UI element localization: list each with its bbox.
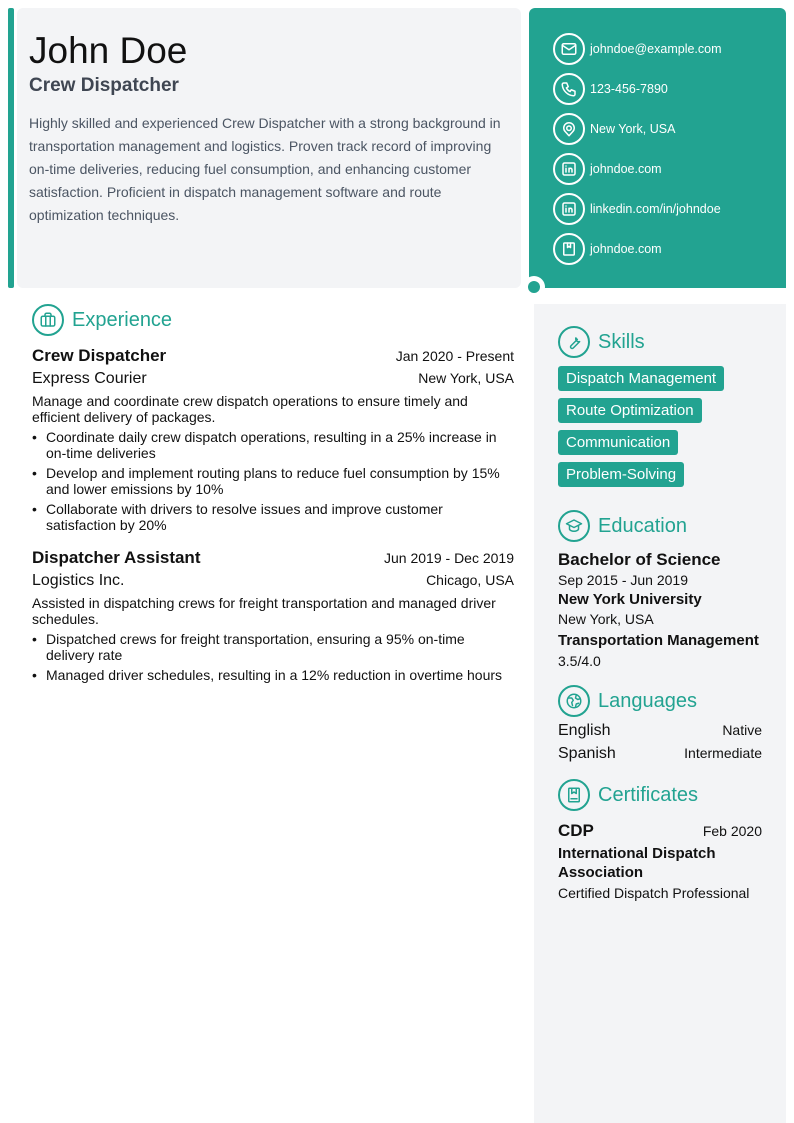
language-level: Native — [722, 722, 762, 738]
achievement-item: • Coordinate daily crew dispatch operations, resulting in a 25% increase in on-time deliveries — [32, 429, 514, 461]
edu-school: New York University — [558, 591, 702, 608]
education-header — [558, 510, 762, 542]
language-level: Intermediate — [684, 745, 762, 761]
cert-issuer: International Dispatch Association — [558, 845, 716, 881]
achievement-item: • Collaborate with drivers to resolve issues and improve customer satisfaction by 20% — [32, 501, 514, 533]
contact-website-text: johndoe.com — [590, 162, 662, 176]
contact-panel — [529, 8, 786, 288]
skills-title: Skills — [598, 330, 645, 353]
header-accent-bar — [8, 8, 14, 288]
header-notch-dot — [528, 281, 540, 293]
sidebar-column — [534, 304, 786, 1123]
candidate-name: John Doe — [29, 30, 188, 71]
job-title: Crew Dispatcher — [32, 346, 167, 365]
job-achievements — [32, 631, 514, 683]
cert-date: Feb 2020 — [702, 823, 762, 839]
certificates-header — [558, 779, 762, 811]
edu-field: Transportation Management — [558, 632, 759, 649]
email-icon — [553, 33, 585, 65]
contact-portfolio[interactable] — [553, 232, 786, 266]
cert-name: CDP — [558, 821, 594, 840]
edu-degree: Bachelor of Science — [558, 550, 721, 569]
experience-header — [32, 304, 514, 336]
contact-location-text: New York, USA — [590, 122, 676, 136]
skills-list — [558, 366, 762, 494]
header-panel — [17, 8, 521, 288]
contact-portfolio-text: johndoe.com — [590, 242, 662, 256]
edu-location: New York, USA — [558, 611, 654, 627]
linkedin-icon — [553, 193, 585, 225]
contact-linkedin[interactable] — [553, 192, 786, 226]
cert-description: Certified Dispatch Professional — [558, 885, 750, 901]
languages-header — [558, 685, 762, 717]
job-dates: Jun 2019 - Dec 2019 — [384, 550, 514, 566]
candidate-role: Crew Dispatcher — [29, 75, 179, 96]
languages-section — [558, 685, 762, 763]
job-company: Logistics Inc. — [32, 572, 125, 589]
globe-icon — [558, 685, 590, 717]
linkedin-icon — [553, 153, 585, 185]
skills-header — [558, 326, 762, 358]
certificates-title: Certificates — [598, 783, 699, 806]
job-company: Express Courier — [32, 370, 147, 387]
certificate-item — [558, 821, 762, 841]
phone-icon — [553, 73, 585, 105]
language-name: English — [558, 722, 611, 739]
certificates-section — [558, 779, 762, 901]
profile-summary: Highly skilled and experienced Crew Dispatcher with a strong background in transportation management and logistics. Proven track record of improving on-time deliveries, reducing fuel consumption, and enhancing customer satisfaction. Proficient in dispatch management software and route optimization techniques. — [29, 115, 501, 223]
job-location: New York, USA — [418, 370, 514, 386]
edu-dates: Sep 2015 - Jun 2019 — [558, 572, 688, 588]
job-description: Manage and coordinate crew dispatch operations to ensure timely and efficient delivery of packages. — [32, 393, 468, 425]
certificate-icon — [558, 779, 590, 811]
contact-website[interactable] — [553, 152, 786, 186]
language-item — [558, 722, 762, 740]
contact-phone[interactable] — [553, 72, 786, 106]
job-description: Assisted in dispatching crews for freight transportation and managed driver schedules. — [32, 595, 496, 627]
achievement-item: • Develop and implement routing plans to reduce fuel consumption by 15% and lower emissions by 10% — [32, 465, 514, 497]
skill-tag: Communication — [558, 430, 678, 455]
skill-tag: Dispatch Management — [558, 366, 724, 391]
experience-entry — [32, 346, 514, 533]
experience-entry — [32, 548, 514, 683]
contact-linkedin-text: linkedin.com/in/johndoe — [590, 202, 721, 216]
main-column — [32, 304, 514, 683]
contact-location — [553, 112, 786, 146]
contact-email-text: johndoe@example.com — [590, 42, 722, 56]
edu-gpa: 3.5/4.0 — [558, 653, 601, 669]
languages-title: Languages — [598, 689, 697, 712]
skill-tag: Problem-Solving — [558, 462, 684, 487]
location-pin-icon — [553, 113, 585, 145]
portfolio-icon — [553, 233, 585, 265]
education-title: Education — [598, 514, 687, 537]
job-dates: Jan 2020 - Present — [395, 348, 514, 364]
job-title: Dispatcher Assistant — [32, 548, 201, 567]
education-section — [558, 510, 762, 669]
experience-title: Experience — [72, 308, 173, 331]
briefcase-icon — [32, 304, 64, 336]
contact-phone-text: 123-456-7890 — [590, 82, 668, 96]
job-location: Chicago, USA — [426, 572, 514, 588]
achievement-item: • Dispatched crews for freight transportation, ensuring a 95% on-time delivery rate — [32, 631, 514, 663]
job-achievements — [32, 429, 514, 533]
wrench-icon — [558, 326, 590, 358]
skill-tag: Route Optimization — [558, 398, 702, 423]
achievement-item: • Managed driver schedules, resulting in a 12% reduction in overtime hours — [32, 667, 514, 683]
contact-email[interactable] — [553, 32, 786, 66]
graduation-cap-icon — [558, 510, 590, 542]
language-name: Spanish — [558, 745, 616, 762]
language-item — [558, 745, 762, 763]
